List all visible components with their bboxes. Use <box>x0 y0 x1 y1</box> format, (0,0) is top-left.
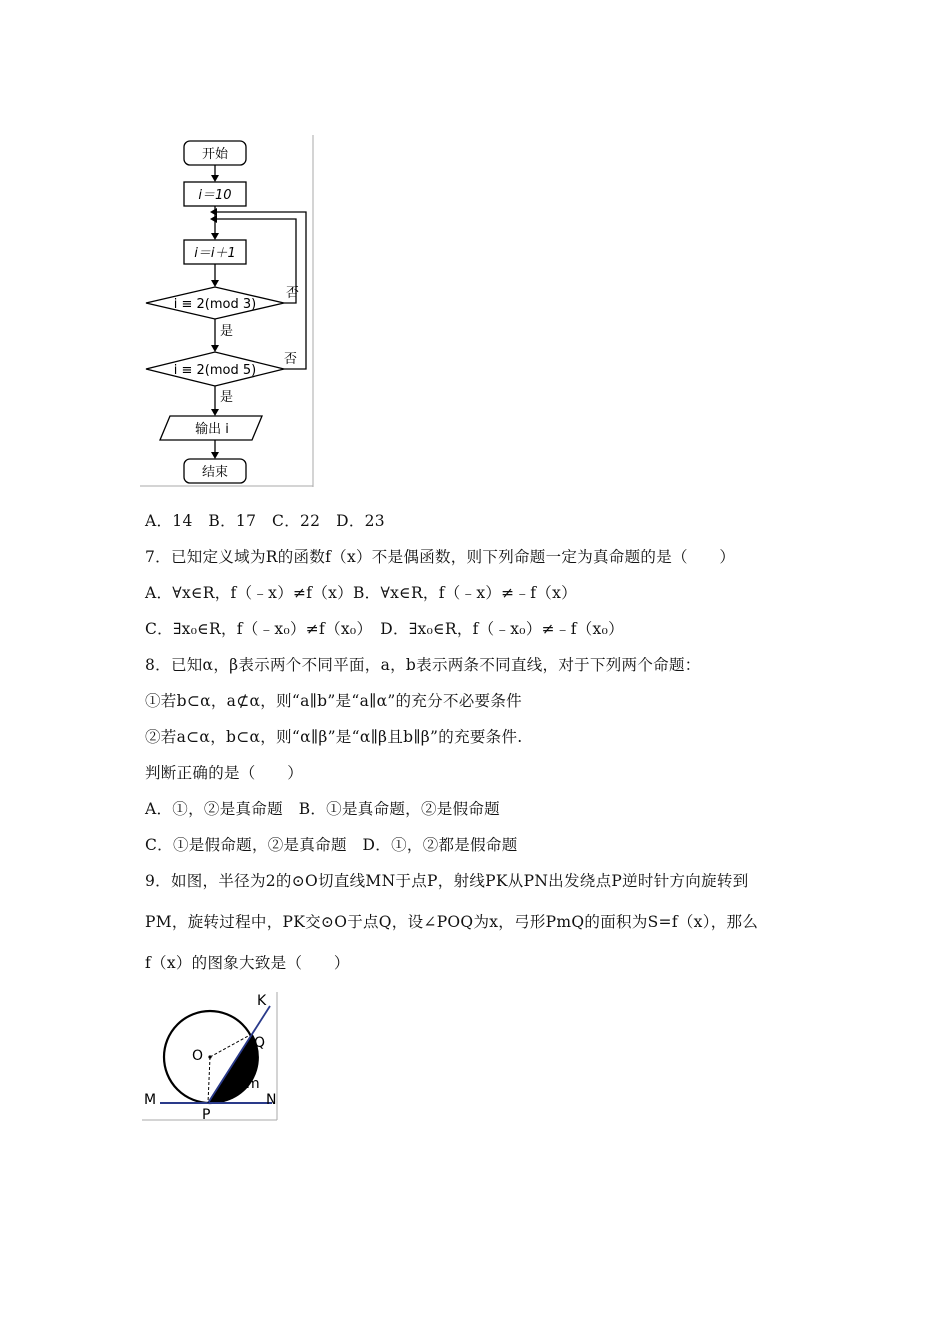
q7-options-row2: C．∃x₀∈R，f（﹣x₀）≠f（x₀） D．∃x₀∈R，f（﹣x₀）≠﹣f（x₀） <box>145 620 624 638</box>
flow-cond2-label: i ≡ 2(mod 5) <box>173 363 257 378</box>
q9-stem-line3: f（x）的图象大致是（ ） <box>145 954 350 972</box>
circle-tangent-figure <box>142 992 282 1124</box>
flow-start-label: 开始 <box>201 147 229 162</box>
q8-options-row1: A．①，②是真命题 B．①是真命题，②是假命题 <box>145 800 500 818</box>
label-K: K <box>257 993 267 1009</box>
flow-step-label: i＝i＋1 <box>194 246 236 261</box>
q8-proposition-2: ②若a⊂α，b⊂α，则“α∥β”是“α∥β且b∥β”的充要条件. <box>145 728 523 746</box>
label-Q: Q <box>254 1035 266 1051</box>
q9-stem-line2: PM，旋转过程中，PK交⊙O于点Q，设∠POQ为x，弓形PmQ的面积为S=f（x），那么 <box>145 913 759 931</box>
q9-stem-line1: 9．如图，半径为2的⊙O切直线MN于点P，射线PK从PN出发绕点P逆时针方向旋转到 <box>145 872 749 890</box>
label-N: N <box>266 1092 277 1108</box>
label-M: M <box>144 1092 157 1108</box>
flow-output-label: 输出 i <box>195 422 229 437</box>
q7-stem: 7．已知定义域为R的函数f（x）不是偶函数，则下列命题一定为真命题的是（ ） <box>145 548 736 566</box>
flow-yes-label-1: 是 <box>220 324 234 339</box>
q8-options-row2: C．①是假命题，②是真命题 D．①，②都是假命题 <box>145 836 518 854</box>
label-m: m <box>246 1076 260 1092</box>
label-P: P <box>202 1107 211 1123</box>
flow-no-label-1: 否 <box>286 286 300 301</box>
q8-proposition-1: ①若b⊂α，a⊄α，则“a∥b”是“a∥α”的充分不必要条件 <box>145 692 522 710</box>
flowchart-figure <box>140 135 320 487</box>
q6-options: A．14 B．17 C．22 D．23 <box>145 512 385 530</box>
label-O: O <box>192 1048 204 1064</box>
flow-no-label-2: 否 <box>284 352 298 367</box>
q8-question: 判断正确的是（ ） <box>145 764 304 782</box>
flow-init-label: i＝10 <box>198 188 232 203</box>
q8-stem: 8．已知α，β表示两个不同平面，a，b表示两条不同直线，对于下列两个命题： <box>145 656 701 674</box>
flow-end-label: 结束 <box>201 465 229 480</box>
flow-cond1-label: i ≡ 2(mod 3) <box>173 297 257 312</box>
q7-options-row1: A．∀x∈R，f（﹣x）≠f（x）B．∀x∈R，f（﹣x）≠﹣f（x） <box>145 584 577 602</box>
flow-yes-label-2: 是 <box>220 390 234 405</box>
